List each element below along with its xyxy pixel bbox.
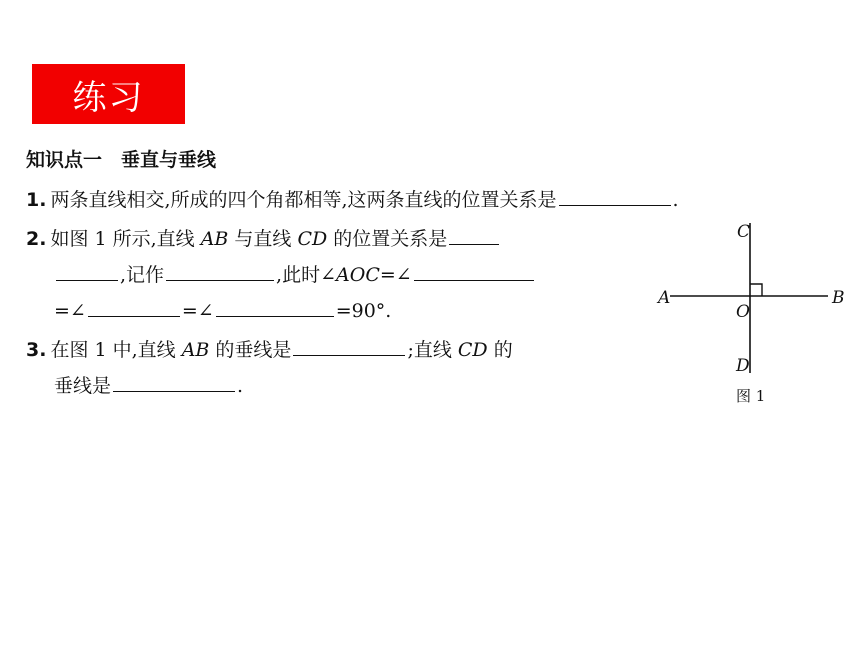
label-a: A: [658, 288, 671, 308]
question-2-text-c: 的位置关系是: [327, 228, 448, 250]
question-1-end: .: [672, 189, 679, 211]
question-1-number: 1.: [26, 189, 47, 211]
question-3-ab: AB: [181, 339, 210, 361]
question-2-line3-b: =∠: [181, 300, 214, 322]
question-2-blank-1b[interactable]: [56, 262, 118, 281]
question-3-text-c: ;直线: [407, 339, 458, 361]
question-2-line-2: [54, 262, 536, 287]
question-3-cd: CD: [457, 339, 488, 361]
question-2-number: 2.: [26, 228, 47, 250]
figure-caption: 图 1: [736, 387, 766, 405]
question-3-blank-2[interactable]: [113, 373, 235, 392]
question-2-text-b: 与直线: [228, 228, 298, 250]
question-2-aoc: AOC: [336, 264, 380, 286]
question-3-text-b: 的垂线是: [209, 339, 292, 361]
section-heading: 知识点一 垂直与垂线: [26, 149, 217, 171]
question-2-blank-notation[interactable]: [166, 262, 274, 281]
question-2-blank-angle-1[interactable]: [414, 262, 534, 281]
label-b: B: [832, 288, 845, 308]
question-3-line-2: [54, 373, 243, 398]
question-2-line-3: [54, 298, 391, 323]
label-d: D: [736, 356, 750, 376]
question-3-end: .: [237, 375, 244, 397]
figure-1: [650, 215, 850, 415]
right-angle-mark: [750, 284, 762, 296]
practice-badge: 练习: [32, 64, 185, 124]
question-2-blank-angle-2[interactable]: [88, 298, 180, 317]
question-3-number: 3.: [26, 339, 47, 361]
question-1-text: 两条直线相交,所成的四个角都相等,这两条直线的位置关系是: [50, 189, 557, 211]
question-3-blank-1[interactable]: [293, 337, 405, 356]
question-3-text-d: 的: [487, 339, 513, 361]
question-1: [26, 187, 679, 212]
question-2-line3-a: =∠: [54, 300, 86, 322]
question-2-line-1: [26, 226, 501, 251]
question-3-text-a: 在图 1 中,直线: [50, 339, 182, 361]
question-1-blank[interactable]: [559, 187, 671, 206]
label-c: C: [737, 222, 751, 242]
label-o: O: [736, 302, 750, 322]
question-3-line-1: [26, 337, 513, 362]
question-2-cd: CD: [297, 228, 328, 250]
question-2-blank-angle-3[interactable]: [216, 298, 334, 317]
question-2-blank-1a[interactable]: [449, 226, 499, 245]
question-2-line2-c: =∠: [379, 264, 412, 286]
question-2-line3-c: =90°.: [335, 300, 392, 322]
question-2-ab: AB: [200, 228, 229, 250]
question-2-line2-b: ,此时∠: [276, 264, 337, 286]
question-2-line2-a: ,记作: [120, 264, 165, 286]
question-2-text-a: 如图 1 所示,直线: [50, 228, 201, 250]
question-3-line2-a: 垂线是: [54, 375, 112, 397]
